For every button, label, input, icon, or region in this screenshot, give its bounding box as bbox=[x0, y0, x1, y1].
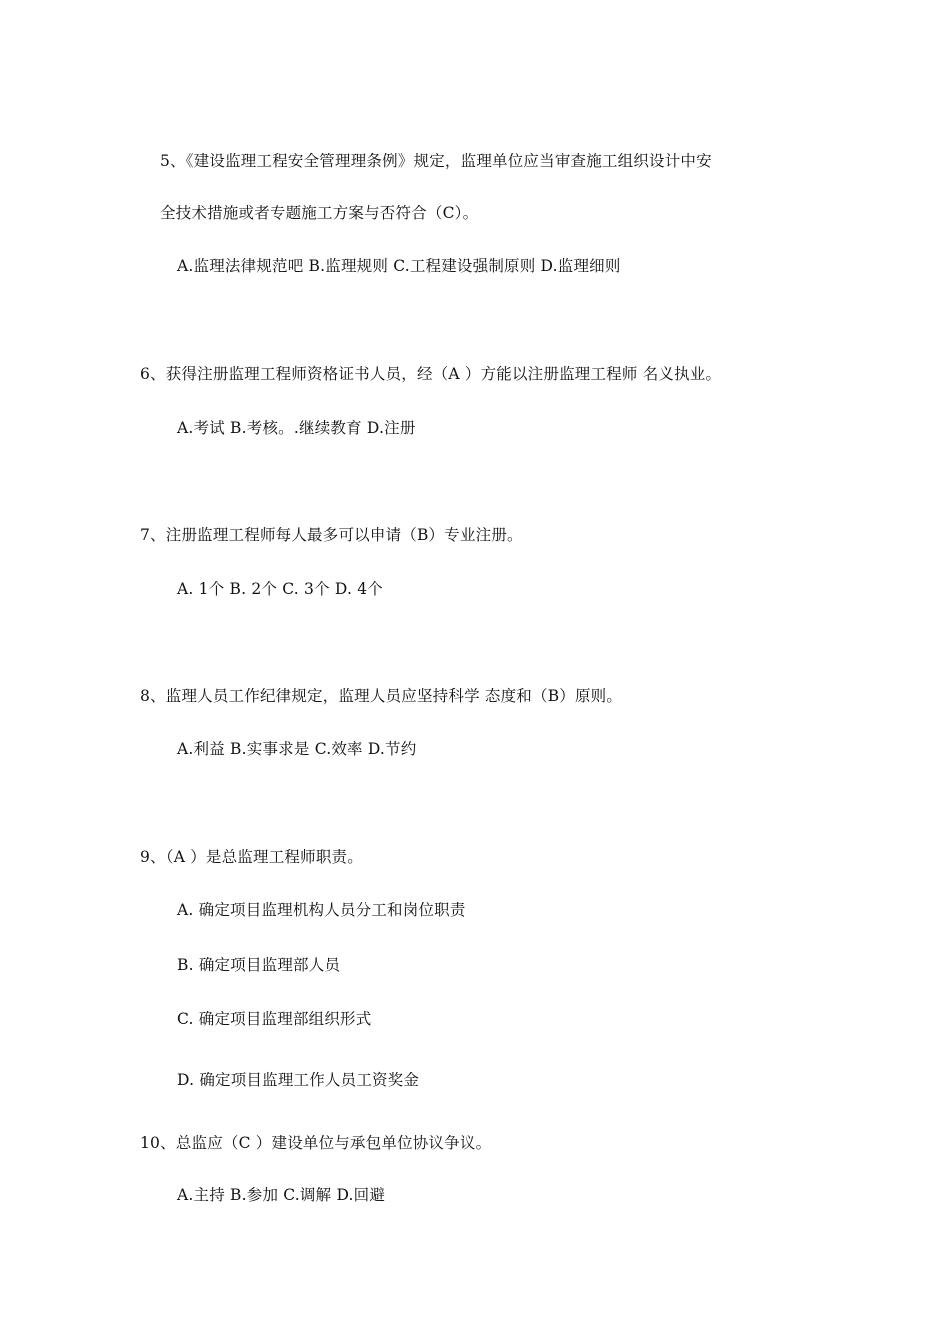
question-5-options: A.监理法律规范吧 B.监理规则 C.工程建设强制原则 D.监理细则 bbox=[177, 257, 621, 275]
question-7-options: A. 1个 B. 2个 C. 3个 D. 4个 bbox=[177, 580, 384, 598]
question-8-stem: 8、监理人员工作纪律规定，监理人员应坚持科学 态度和（B）原则。 bbox=[140, 687, 623, 705]
question-9-option-a: A. 确定项目监理机构人员分工和岗位职责 bbox=[177, 901, 466, 919]
question-9-option-c: C. 确定项目监理部组织形式 bbox=[177, 1010, 372, 1028]
question-5-stem-line-2: 全技术措施或者专题施工方案与否符合（C）。 bbox=[160, 204, 479, 222]
question-9-option-b: B. 确定项目监理部人员 bbox=[177, 956, 341, 974]
question-9-stem: 9、（A ）是总监理工程师职责。 bbox=[140, 848, 363, 866]
question-6-options: A.考试 B.考核。.继续教育 D.注册 bbox=[177, 419, 416, 437]
question-6-stem: 6、获得注册监理工程师资格证书人员，经（A ）方能以注册监理工程师 名义执业。 bbox=[140, 365, 722, 383]
question-8-options: A.利益 B.实事求是 C.效率 D.节约 bbox=[177, 740, 417, 758]
question-9-option-d: D. 确定项目监理工作人员工资奖金 bbox=[177, 1071, 420, 1089]
question-10-stem: 10、总监应（C ）建设单位与承包单位协议争议。 bbox=[140, 1134, 492, 1152]
question-5-stem-line-1: 5、《建设监理工程安全管理理条例》规定，监理单位应当审查施工组织设计中安 bbox=[160, 152, 712, 170]
question-10-options: A.主持 B.参加 C.调解 D.回避 bbox=[177, 1186, 386, 1204]
question-7-stem: 7、注册监理工程师每人最多可以申请（B）专业注册。 bbox=[140, 526, 523, 544]
